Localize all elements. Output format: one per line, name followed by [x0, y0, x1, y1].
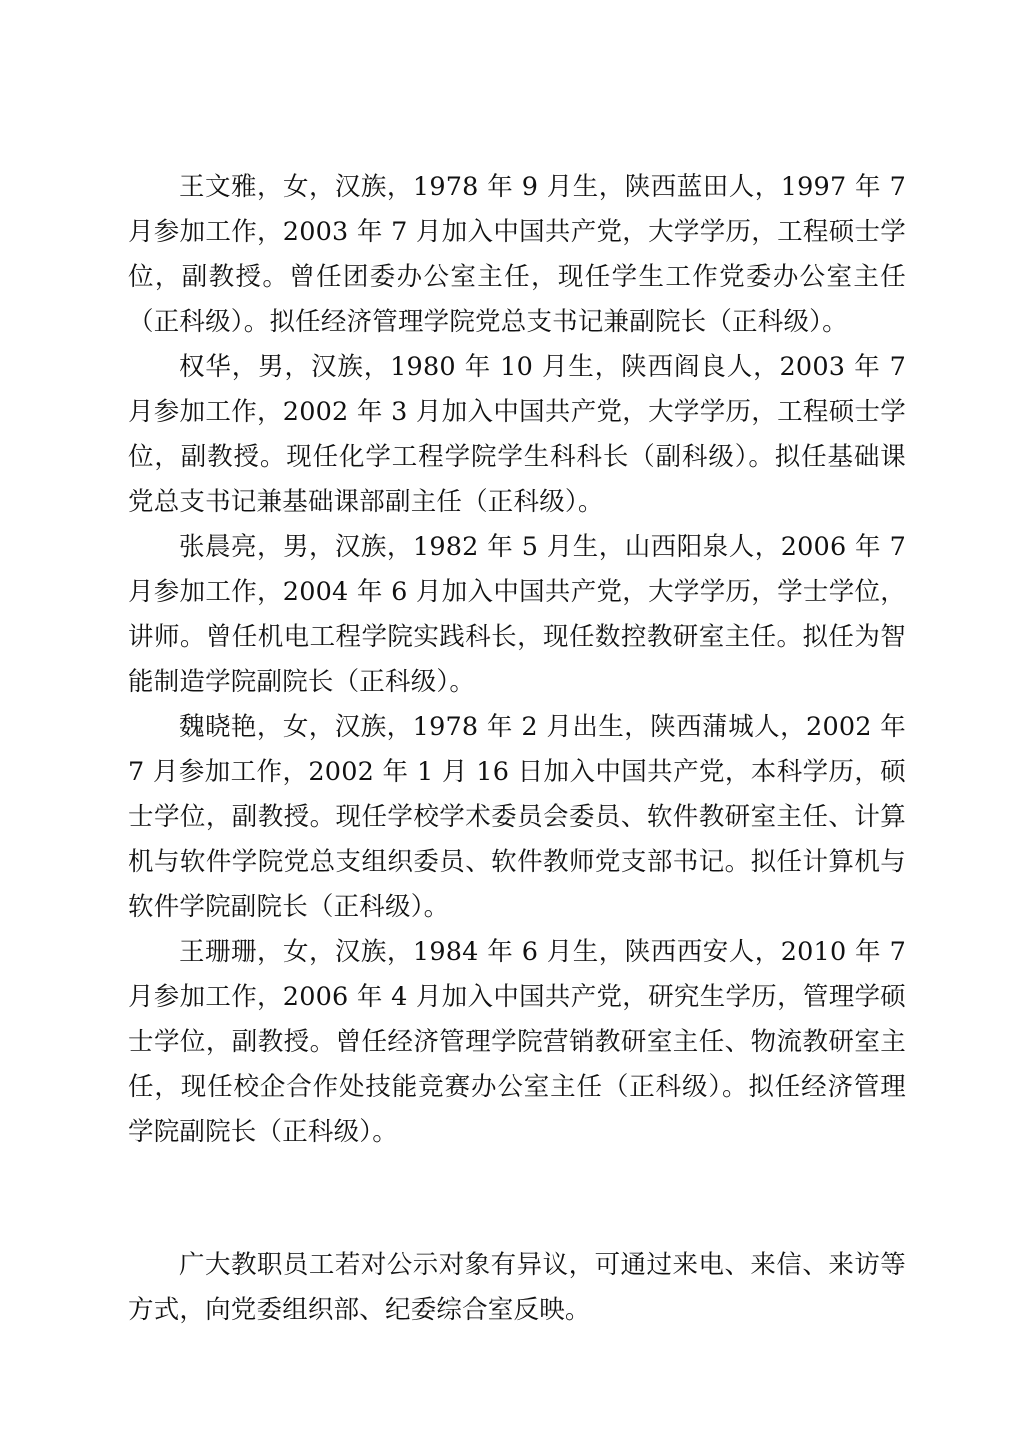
bio-paragraph-3: 张晨亮，男，汉族，1982 年 5 月生，山西阳泉人，2006 年 7 月参加工作，2004 年 6 月加入中国共产党，大学学历，学士学位，讲师。曾任机电工程学院实践科长，现任数控教研室主任。拟任为智能制造学院副院长（正科级）。 — [128, 532, 906, 697]
paragraph-spacer — [128, 1155, 906, 1243]
closing-paragraph: 广大教职员工若对公示对象有异议，可通过来电、来信、来访等方式，向党委组织部、纪委综合室反映。 — [128, 1250, 906, 1325]
bio-paragraph-2: 权华，男，汉族，1980 年 10 月生，陕西阎良人，2003 年 7 月参加工作，2002 年 3 月加入中国共产党，大学学历，工程硕士学位，副教授。现任化学工程学院学生科科长（副科级）。拟任基础课党总支书记兼基础课部副主任（正科级）。 — [128, 352, 906, 517]
bio-paragraph-4: 魏晓艳，女，汉族，1978 年 2 月出生，陕西蒲城人，2002 年 7 月参加工作，2002 年 1 月 16 日加入中国共产党，本科学历，硕士学位，副教授。现任学校学术委员会委员、软件教研室主任、计算机与软件学院党总支组织委员、软件教师党支部书记。拟任计算机与软件学院副院长（正科级）。 — [128, 712, 906, 922]
document-body — [128, 165, 906, 1333]
bio-paragraph-1: 王文雅，女，汉族，1978 年 9 月生，陕西蓝田人，1997 年 7 月参加工作，2003 年 7 月加入中国共产党，大学学历，工程硕士学位，副教授。曾任团委办公室主任，现任学生工作党委办公室主任（正科级）。拟任经济管理学院党总支书记兼副院长（正科级）。 — [128, 172, 906, 337]
bio-paragraph-5: 王珊珊，女，汉族，1984 年 6 月生，陕西西安人，2010 年 7 月参加工作，2006 年 4 月加入中国共产党，研究生学历，管理学硕士学位，副教授。曾任经济管理学院营销教研室主任、物流教研室主任，现任校企合作处技能竞赛办公室主任（正科级）。拟任经济管理学院副院长（正科级）。 — [128, 937, 906, 1147]
